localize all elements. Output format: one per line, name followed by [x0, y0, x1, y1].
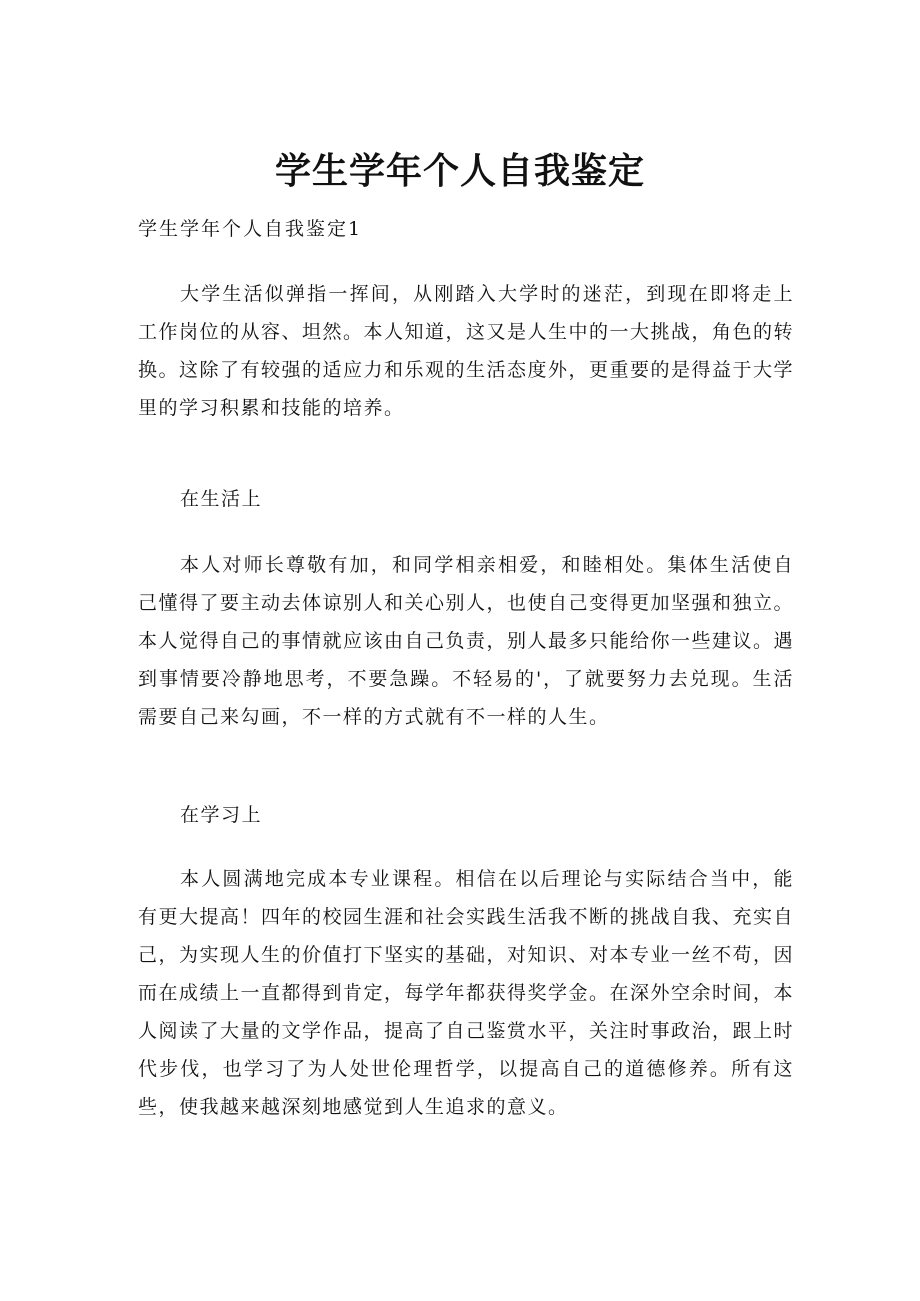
- section-heading-life: 在生活上: [180, 488, 263, 510]
- paragraph-study: 本人圆满地完成本专业课程。相信在以后理论与实际结合当中，能有更大提高！四年的校园生涯和社会实践生活我不断的挑战自我、充实自己，为实现人生的价值打下坚实的基础，对知识、对本专业一丝不苟，因而在成绩上一直都得到肯定，每学年都获得奖学金。在深外空余时间，本人阅读了大量的文学作品，提高了自己鉴赏水平，关注时事政治，跟上时代步伐，也学习了为人处世伦理哲学，以提高自己的道德修养。所有这些，使我越来越深刻地感觉到人生追求的意义。: [138, 868, 795, 1118]
- paragraph-intro: 大学生活似弹指一挥间，从刚踏入大学时的迷茫，到现在即将走上工作岗位的从容、坦然。本人知道，这又是人生中的一大挑战，角色的转换。这除了有较强的适应力和乐观的生活态度外，更重要的是得益于大学里的学习积累和技能的培养。: [138, 283, 795, 419]
- document-title: 学生学年个人自我鉴定: [274, 151, 645, 192]
- section-heading-study: 在学习上: [180, 804, 263, 826]
- paragraph-life: 本人对师长尊敬有加，和同学相亲相爱，和睦相处。集体生活使自己懂得了要主动去体谅别人和关心别人，也使自己变得更加坚强和独立。本人觉得自己的事情就应该由自己负责，别人最多只能给你一些建议。遇到事情要冷静地思考，不要急躁。不轻易的'，了就要努力去兑现。生活需要自己来勾画，不一样的方式就有不一样的人生。: [138, 554, 795, 728]
- document-subtitle: 学生学年个人自我鉴定1: [138, 218, 363, 240]
